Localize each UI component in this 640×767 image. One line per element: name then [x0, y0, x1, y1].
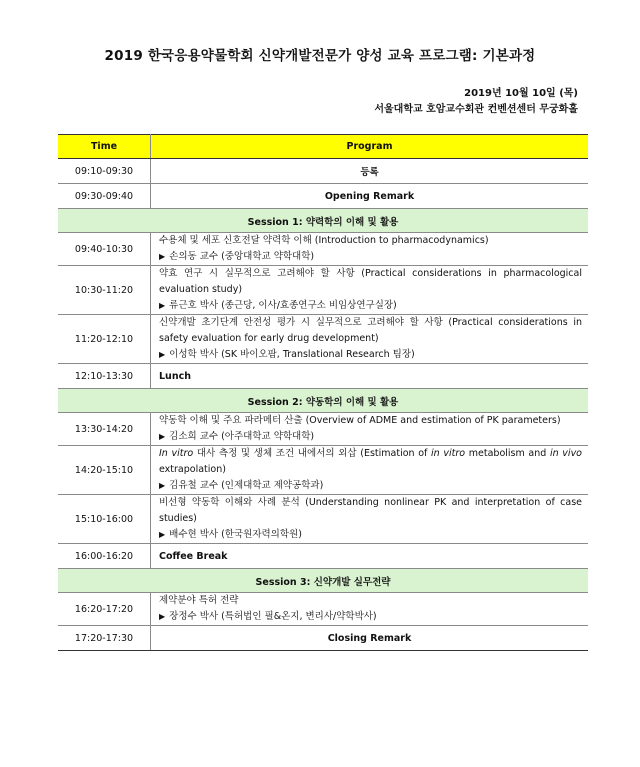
topic-part: metabolism and — [465, 448, 550, 459]
session-row — [58, 389, 588, 413]
lecture-cell — [151, 593, 589, 626]
speaker-name: 김유철 교수 (인제대학교 제약공학과) — [169, 480, 324, 491]
lecture-cell — [151, 413, 589, 446]
row-time: 16:20-17:20 — [58, 593, 151, 626]
header-program: Program — [151, 135, 589, 159]
row-program: Lunch — [151, 364, 589, 389]
row-time: 09:40-10:30 — [58, 233, 151, 266]
lecture-topic — [159, 446, 582, 478]
lecture-topic: 약동학 이해 및 주요 파라메터 산출 (Overview of ADME and estimation of PK parameters) — [159, 415, 561, 426]
speaker-name: 이성학 박사 (SK 바이오팜, Translational Research 팀장) — [169, 349, 415, 360]
speaker-name: 손의동 교수 (중앙대학교 약학대학) — [169, 251, 315, 262]
lecture-topic: 약효 연구 시 실무적으로 고려해야 할 사항 (Practical considerations in pharmacological evaluation study) — [159, 268, 582, 295]
row-time: 12:10-13:30 — [58, 364, 151, 389]
speaker-name: 배수현 박사 (한국원자력의학원) — [169, 529, 302, 540]
session-title: Session 1: 약력학의 이해 및 활용 — [58, 209, 588, 233]
lecture-topic: 수용체 및 세포 신호전달 약력학 이해 (Introduction to pharmacodynamics) — [159, 235, 489, 246]
lecture-topic: 제약분야 특허 전략 — [159, 595, 239, 606]
row-time: 10:30-11:20 — [58, 266, 151, 315]
table-row — [58, 593, 588, 626]
row-program: Opening Remark — [151, 184, 589, 209]
row-time: 16:00-16:20 — [58, 544, 151, 569]
event-date: 2019년 10월 10일 (목) — [464, 88, 578, 99]
lecture-speaker — [159, 429, 582, 445]
lecture-cell — [151, 495, 589, 544]
arrow-icon: ▶ — [159, 432, 166, 441]
session-row — [58, 569, 588, 593]
row-time: 13:30-14:20 — [58, 413, 151, 446]
row-time: 11:20-12:10 — [58, 315, 151, 364]
table-row — [58, 315, 588, 364]
topic-italic: In vitro — [159, 448, 194, 459]
lecture-cell — [151, 266, 589, 315]
speaker-name: 장정수 박사 (특허법인 필&온지, 변리사/약학박사) — [169, 611, 377, 622]
session-row — [58, 209, 588, 233]
lecture-cell — [151, 446, 589, 495]
table-row — [58, 626, 588, 651]
program-table — [58, 134, 588, 651]
row-time: 14:20-15:10 — [58, 446, 151, 495]
table-row — [58, 159, 588, 184]
topic-italic: in vivo — [549, 448, 582, 459]
lecture-cell — [151, 233, 589, 266]
row-program: Closing Remark — [151, 626, 589, 651]
row-time: 09:10-09:30 — [58, 159, 151, 184]
session-title: Session 2: 약동학의 이해 및 활용 — [58, 389, 588, 413]
lecture-speaker — [159, 527, 582, 543]
topic-part: extrapolation) — [159, 464, 226, 475]
session-title: Session 3: 신약개발 실무전략 — [58, 569, 588, 593]
arrow-icon: ▶ — [159, 350, 166, 359]
table-row — [58, 544, 588, 569]
arrow-icon: ▶ — [159, 252, 166, 261]
topic-part: 대사 측정 및 생체 조건 내에서의 외삽 (Estimation of — [193, 448, 432, 459]
header-time: Time — [58, 135, 151, 159]
arrow-icon: ▶ — [159, 612, 166, 621]
lecture-topic: 비선형 약동학 이해와 사례 분석 (Understanding nonlinear PK and interpretation of case studies) — [159, 497, 582, 524]
arrow-icon: ▶ — [159, 301, 166, 310]
lecture-speaker — [159, 249, 582, 265]
table-row — [58, 184, 588, 209]
lecture-speaker — [159, 478, 582, 494]
lecture-speaker — [159, 609, 582, 625]
page-title: 2019 한국응용약물학회 신약개발전문가 양성 교육 프로그램: 기본과정 — [104, 48, 536, 64]
row-program: 등록 — [151, 159, 589, 184]
table-row — [58, 495, 588, 544]
speaker-name: 류근호 박사 (종근당, 이사/효종연구소 비임상연구실장) — [169, 300, 397, 311]
lecture-speaker — [159, 298, 582, 314]
speaker-name: 김소희 교수 (아주대학교 약학대학) — [169, 431, 315, 442]
table-row — [58, 233, 588, 266]
table-row — [58, 413, 588, 446]
arrow-icon: ▶ — [159, 481, 166, 490]
event-venue: 서울대학교 호암교수회관 컨벤션센터 무궁화홀 — [374, 104, 578, 115]
lecture-topic: 신약개발 초기단계 안전성 평가 시 실무적으로 고려해야 할 사항 (Practical considerations in safety evaluation for early drug development) — [159, 317, 582, 344]
table-row — [58, 446, 588, 495]
arrow-icon: ▶ — [159, 530, 166, 539]
table-row — [58, 266, 588, 315]
table-row — [58, 364, 588, 389]
row-time: 17:20-17:30 — [58, 626, 151, 651]
lecture-speaker — [159, 347, 582, 363]
table-header-row — [58, 135, 588, 159]
row-time: 09:30-09:40 — [58, 184, 151, 209]
lecture-cell — [151, 315, 589, 364]
row-program: Coffee Break — [151, 544, 589, 569]
row-time: 15:10-16:00 — [58, 495, 151, 544]
topic-italic: in vitro — [431, 448, 466, 459]
